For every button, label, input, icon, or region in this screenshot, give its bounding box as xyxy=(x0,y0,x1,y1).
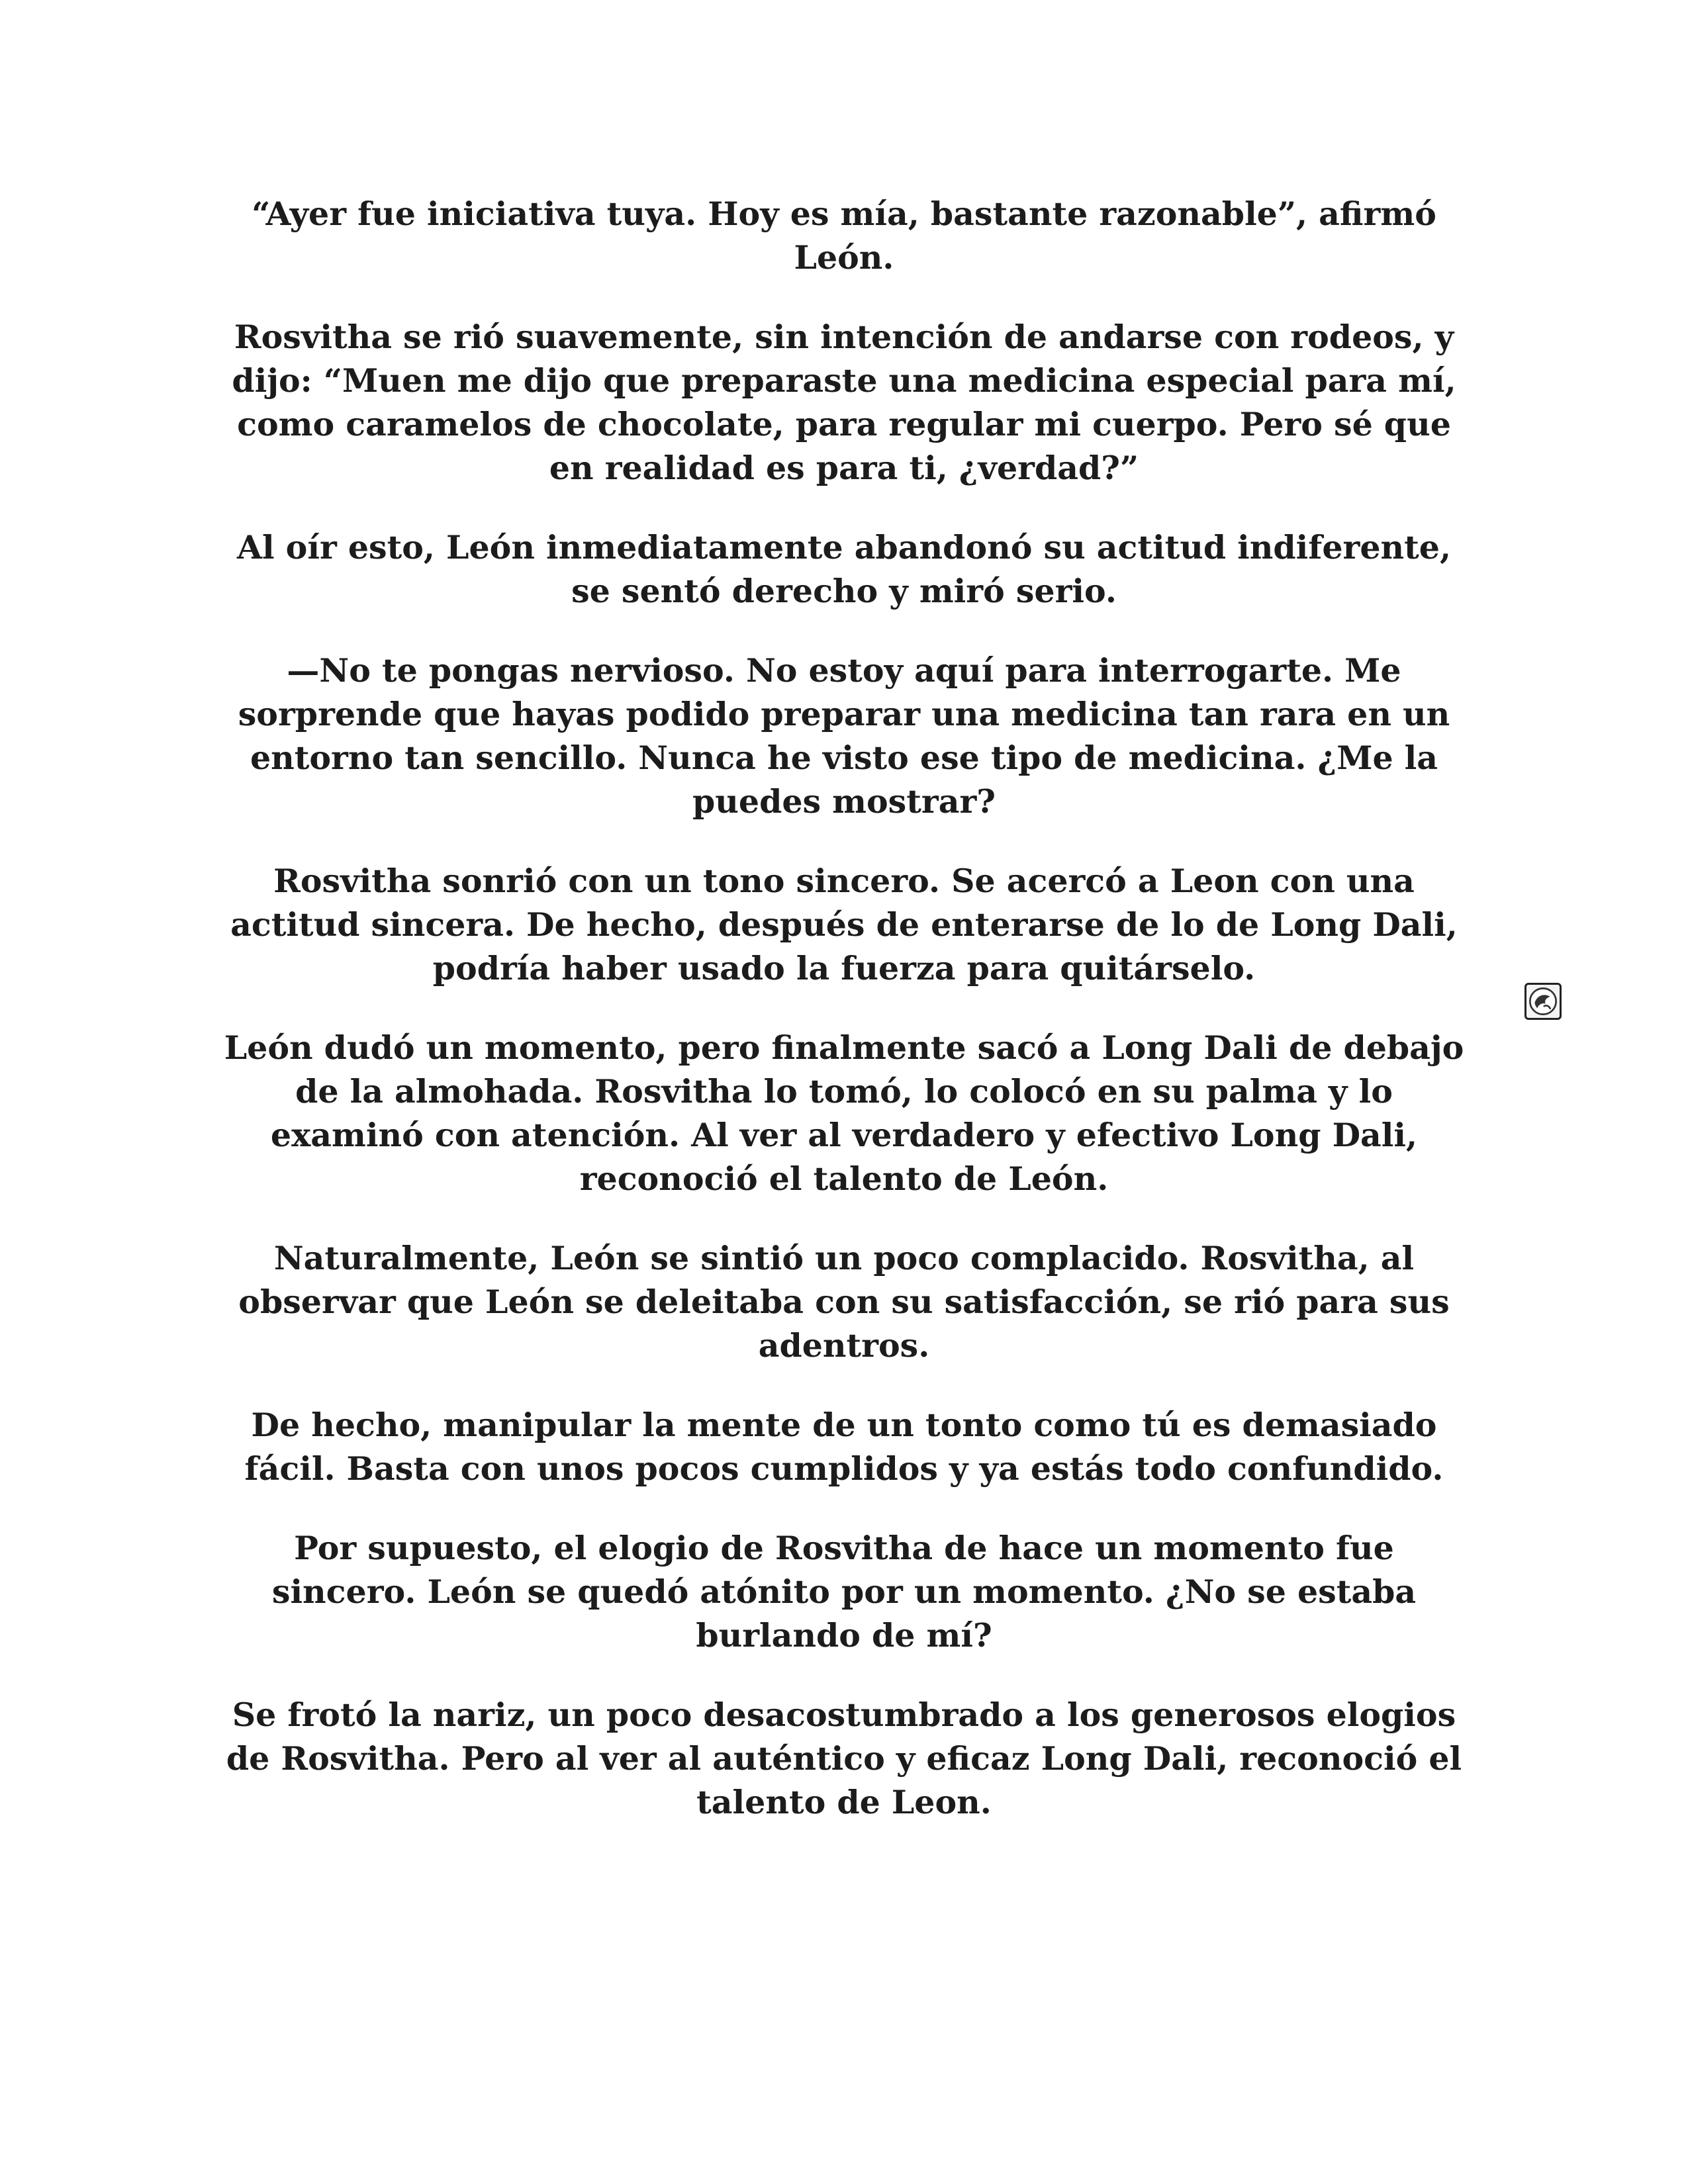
paragraph-5: Rosvitha sonrió con un tono sincero. Se acercó a Leon con una actitud sincera. De hecho, después de enterarse de lo de Long Dali, podría haber usado la fuerza para quitárselo. xyxy=(230,862,1458,987)
emblem-icon[interactable] xyxy=(1524,983,1562,1020)
emblem-icon-graphic xyxy=(1526,985,1560,1018)
paragraph-2: Rosvitha se rió suavemente, sin intención de andarse con rodeos, y dijo: “Muen me dijo que preparaste una medicina especial para mí, como caramelos de chocolate, para regular mi cuerpo. Pero sé que en realidad es para ti, ¿verdad?” xyxy=(232,318,1456,487)
paragraph-1: “Ayer fue iniciativa tuya. Hoy es mía, bastante razonable”, afirmó León. xyxy=(252,195,1436,277)
document-body xyxy=(218,192,1470,1860)
paragraph-3: Al oír esto, León inmediatamente abandonó su actitud indiferente, se sentó derecho y miró serio. xyxy=(236,528,1452,610)
paragraph-9: Por supuesto, el elogio de Rosvitha de hace un momento fue sincero. León se quedó atónito por un momento. ¿No se estaba burlando de mí? xyxy=(271,1529,1417,1655)
paragraph-10: Se frotó la nariz, un poco desacostumbrado a los generosos elogios de Rosvitha. Pero al ver al auténtico y eficaz Long Dali, reconoció el talento de Leon. xyxy=(226,1696,1462,1821)
paragraph-6: León dudó un momento, pero finalmente sacó a Long Dali de debajo de la almohada. Rosvitha lo tomó, lo colocó en su palma y lo examinó con atención. Al ver al verdadero y efectivo Long Dali, reconoció el talento de León. xyxy=(224,1028,1464,1198)
paragraph-7: Naturalmente, León se sintió un poco complacido. Rosvitha, al observar que León se deleitaba con su satisfacción, se rió para sus adentros. xyxy=(238,1239,1450,1365)
paragraph-4: —No te pongas nervioso. No estoy aquí para interrogarte. Me sorprende que hayas podido preparar una medicina tan rara en un entorno tan sencillo. Nunca he visto ese tipo de medicina. ¿Me la puedes mostrar? xyxy=(238,651,1450,821)
paragraph-8: De hecho, manipular la mente de un tonto como tú es demasiado fácil. Basta con unos pocos cumplidos y ya estás todo confundido. xyxy=(244,1406,1444,1488)
